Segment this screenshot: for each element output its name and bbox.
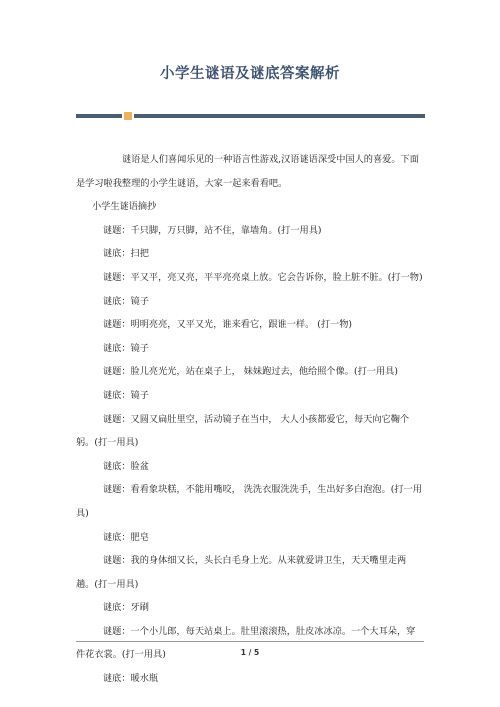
riddle-question: 谜题：一个小儿郎，每天站桌上。肚里滚滚热，肚皮冰冰凉。一个大耳朵，穿件花衣裳。(打一用具): [76, 625, 416, 661]
riddle-answer: 谜底：肥皂: [103, 531, 149, 543]
riddle-question: 谜题：又圆又扁肚里空，活动镜子在当中， 大人小孩都爱它，每天向它鞠个躬。(打一用具): [76, 413, 410, 449]
title-rule-right: [134, 114, 425, 118]
title-rule-accent: [124, 112, 132, 120]
riddle-answer: 谜底：镜子: [103, 389, 149, 401]
riddle-question: 谜题：明明亮亮，又平又光，谁来看它，跟谁一样。 (打一物): [103, 319, 352, 331]
title-rule-left: [76, 114, 122, 118]
riddle-question: 谜题：平又平，亮又亮，平平亮亮桌上放。它会告诉你，脸上脏不脏。(打一物): [103, 271, 423, 283]
document-body: [76, 148, 424, 691]
riddle-answer: 谜底：扫把: [103, 248, 149, 260]
riddle-answer: 谜底：脸盆: [103, 460, 149, 472]
riddle-answer: 谜底：牙刷: [103, 602, 149, 614]
riddle-answer: 谜底：镜子: [103, 295, 149, 307]
riddle-question: 谜题：脸儿亮光光，站在桌子上， 妹妹跑过去，他给照个像。(打一用具): [103, 366, 398, 378]
riddle-question: 谜题：我的身体细又长，头长白毛身上光。从来就爱讲卫生，天天嘴里走两趟。(打一用具): [76, 555, 407, 590]
page-number: 1 / 5: [240, 648, 260, 657]
riddle-question: 谜题：千只脚，万只脚，站不住，靠墙角。(打一用具): [103, 224, 322, 236]
page-title: 小学生谜语及谜底答案解析: [160, 66, 340, 82]
riddle-answer: 谜底：暖水瓶: [103, 673, 159, 685]
intro-paragraph: 谜语是人们喜闻乐见的一种语言性游戏,汉语谜语深受中国人的喜爱。下面是学习啦我整理的小学生谜语，大家一起来看看吧。: [76, 154, 419, 189]
section-heading: 小学生谜语摘抄: [92, 201, 157, 213]
riddle-question: 谜题：看看象块糕，不能用嘴咬， 洗洗衣服洗洗手，生出好多白泡泡。(打一用具): [76, 484, 422, 519]
footer-divider: [76, 641, 424, 642]
riddle-answer: 谜底：镜子: [103, 342, 149, 354]
